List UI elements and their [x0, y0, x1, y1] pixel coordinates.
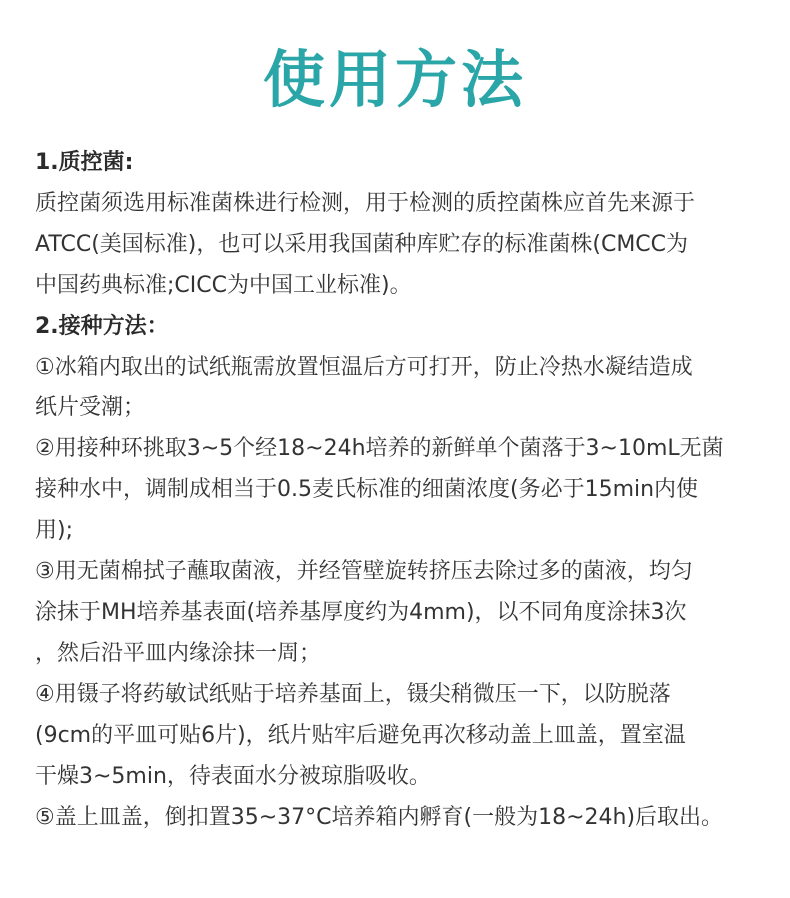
paragraph-line: 质控菌须选用标准菌株进行检测，用于检测的质控菌株应首先来源于: [35, 190, 696, 216]
step-3-line: ，然后沿平皿内缘涂抹一周；: [35, 640, 322, 666]
step-3-line: 涂抹于MH培养基表面(培养基厚度约为4mm)，以不同角度涂抹3次: [35, 599, 687, 625]
section-heading-quality-control: 1.质控菌:: [35, 150, 134, 175]
step-4-line: (9cm的平皿可贴6片)，纸片贴牢后避免再次移动盖上皿盖，置室温: [35, 722, 686, 748]
step-1-line: 纸片受潮；: [35, 395, 146, 421]
step-1-line: ①冰箱内取出的试纸瓶需放置恒温后方可打开，防止冷热水凝结造成: [35, 354, 693, 380]
step-4-line: 干燥3~5min，待表面水分被琼脂吸收。: [35, 763, 431, 789]
step-3-line: ③用无菌棉拭子蘸取菌液，并经管壁旋转挤压去除过多的菌液，均匀: [35, 559, 693, 585]
paragraph-line: ATCC(美国标准)，也可以采用我国菌种库贮存的标准菌株(CMCC为: [35, 231, 689, 257]
step-2-line: 接种水中，调制成相当于0.5麦氏标准的细菌浓度(务必于15min内使: [35, 477, 699, 503]
step-5-line: ⑤盖上皿盖，倒扣置35~37°C培养箱内孵育(一般为18~24h)后取出。: [35, 804, 724, 830]
paragraph-line: 中国药典标准;CICC为中国工业标准)。: [35, 272, 412, 298]
page-title: 使用方法: [262, 43, 527, 116]
step-2-line: ②用接种环挑取3~5个经18~24h培养的新鲜单个菌落于3~10mL无菌: [35, 436, 724, 462]
step-2-line: 用);: [35, 518, 73, 544]
section-heading-inoculation: 2.接种方法：: [35, 313, 169, 339]
step-4-line: ④用镊子将药敏试纸贴于培养基面上，镊尖稍微压一下，以防脱落: [35, 681, 671, 707]
instructions-body: [35, 143, 760, 838]
